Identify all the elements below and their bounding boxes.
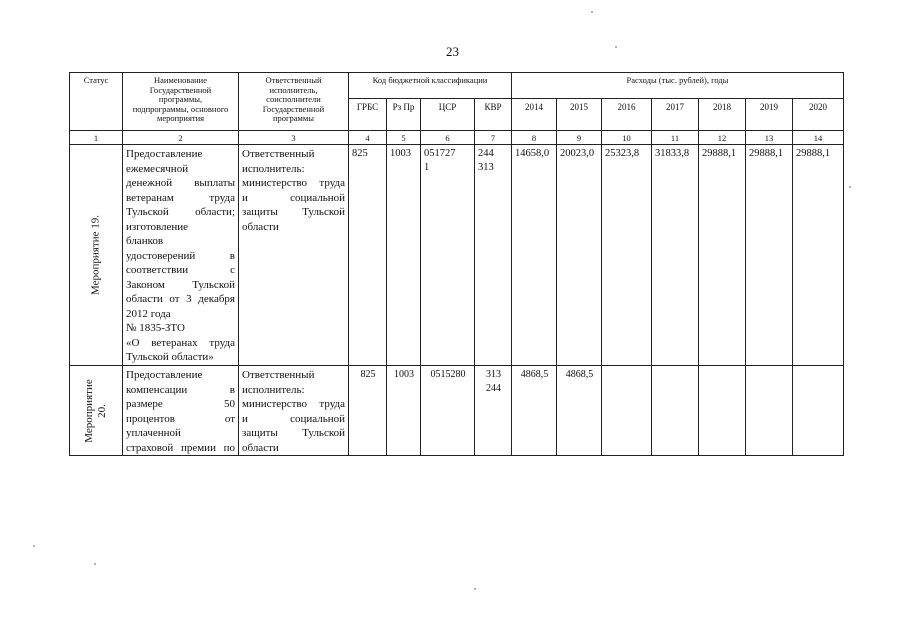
row-value-2014: 14658,0 xyxy=(512,145,557,366)
row-value-2019 xyxy=(746,366,793,456)
header-year: 2017 xyxy=(652,99,699,131)
row-value-2018: 29888,1 xyxy=(699,145,746,366)
scan-speck xyxy=(33,545,35,547)
row-rzpr: 1003 xyxy=(387,145,421,366)
row-rzpr: 1003 xyxy=(387,366,421,456)
row-name: Предоставление компенсации в размере 50 процентов от уплаченной страховой премии по xyxy=(123,366,239,456)
row-executor: Ответственный исполнитель: министерство труда и социальной защиты Тульской области xyxy=(239,366,349,456)
row-value-2016 xyxy=(602,366,652,456)
column-number: 14 xyxy=(793,131,844,145)
row-csr: 051727 1 xyxy=(421,145,475,366)
row-value-2019: 29888,1 xyxy=(746,145,793,366)
header-budget-code: Код бюджетной классификации xyxy=(349,73,512,99)
header-executor: Ответственный исполнитель, соисполнители Государственной программы xyxy=(239,73,349,131)
scan-speck xyxy=(474,588,476,590)
row-value-2018 xyxy=(699,366,746,456)
header-csr: ЦСР xyxy=(421,99,475,131)
scan-speck xyxy=(94,563,96,565)
column-number: 12 xyxy=(699,131,746,145)
column-number: 8 xyxy=(512,131,557,145)
row-value-2015: 20023,0 xyxy=(557,145,602,366)
row-csr: 0515280 xyxy=(421,366,475,456)
header-year: 2020 xyxy=(793,99,844,131)
header-expenses: Расходы (тыс. рублей), годы xyxy=(512,73,844,99)
column-number: 5 xyxy=(387,131,421,145)
row-status-cell xyxy=(70,145,123,366)
column-number: 1 xyxy=(70,131,123,145)
column-number: 13 xyxy=(746,131,793,145)
column-number: 7 xyxy=(475,131,512,145)
budget-table xyxy=(69,72,844,456)
row-executor: Ответственный исполнитель: министерство труда и социальной защиты Тульской области xyxy=(239,145,349,366)
column-number: 10 xyxy=(602,131,652,145)
column-number: 9 xyxy=(557,131,602,145)
header-year: 2016 xyxy=(602,99,652,131)
row-value-2017 xyxy=(652,366,699,456)
header-kvr: КВР xyxy=(475,99,512,131)
header-year: 2018 xyxy=(699,99,746,131)
row-grbs: 825 xyxy=(349,366,387,456)
header-name: Наименование Государственной программы, подпрограммы, основного мероприятия xyxy=(123,73,239,131)
header-year: 2015 xyxy=(557,99,602,131)
row-value-2014: 4868,5 xyxy=(512,366,557,456)
column-number: 2 xyxy=(123,131,239,145)
header-rzpr: Рз Пр xyxy=(387,99,421,131)
column-number: 4 xyxy=(349,131,387,145)
table-row xyxy=(70,145,844,366)
table-row xyxy=(70,366,844,456)
row-name: Предоставление ежемесячной денежной выплаты ветеранам труда Тульской области; изготовление бланков удостоверений в соответствии с Законом Тульской области от 3 декабря 2012 года № 1835-ЗТО «О ветеранах труда Тульской области» xyxy=(123,145,239,366)
column-number: 3 xyxy=(239,131,349,145)
scan-speck xyxy=(615,46,617,48)
header-year: 2019 xyxy=(746,99,793,131)
row-grbs: 825 xyxy=(349,145,387,366)
column-number: 6 xyxy=(421,131,475,145)
row-kvr: 244 313 xyxy=(475,145,512,366)
header-status: Статус xyxy=(70,73,123,131)
row-value-2015: 4868,5 xyxy=(557,366,602,456)
row-value-2016: 25323,8 xyxy=(602,145,652,366)
page-number: 23 xyxy=(446,44,459,59)
row-kvr: 313 244 xyxy=(475,366,512,456)
row-status-cell xyxy=(70,366,123,456)
row-value-2020: 29888,1 xyxy=(793,145,844,366)
header-year: 2014 xyxy=(512,99,557,131)
header-grbs: ГРБС xyxy=(349,99,387,131)
row-status: Мероприятие 20. xyxy=(83,378,108,443)
row-value-2020 xyxy=(793,366,844,456)
row-status: Мероприятие 19. xyxy=(89,215,102,295)
scan-speck xyxy=(591,11,593,13)
row-value-2017: 31833,8 xyxy=(652,145,699,366)
scan-speck xyxy=(849,186,851,188)
column-number: 11 xyxy=(652,131,699,145)
